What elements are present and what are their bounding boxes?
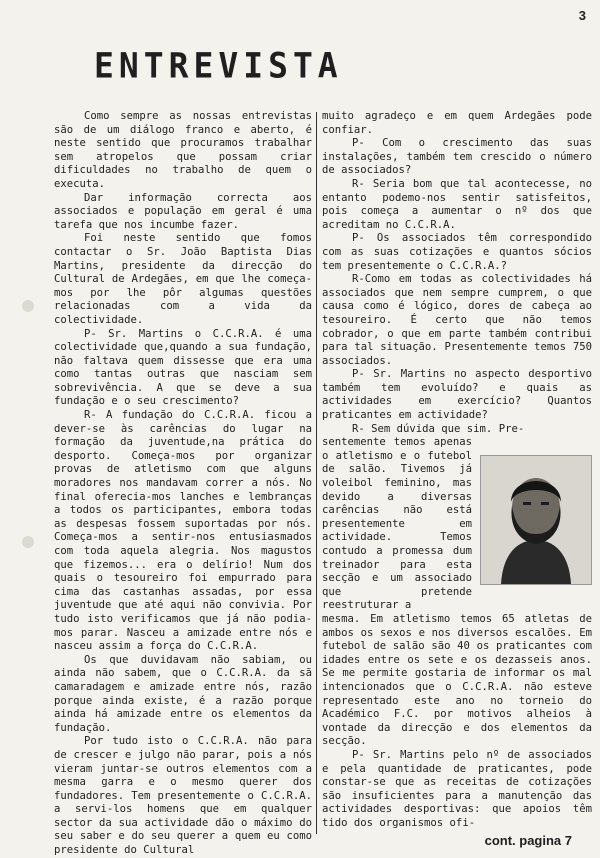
continuation-note: cont. pagina 7 (484, 833, 572, 848)
punch-hole-bottom (22, 536, 34, 548)
question-paragraph: P- Sr. Martins pelo nº de associados e pela quantidade de praticantes, pode constar-se que as receitas de cotizações são insuficientes para a manutenção das actividades desportivas: que apoios têm tido dos organismos ofi- (322, 748, 592, 829)
question-paragraph: P- Sr. Martins no aspecto desportivo também tem evoluído? e quais as actividades em exercício? Quantos praticantes em actividade? (322, 368, 592, 422)
article-title: ENTREVISTA (94, 45, 343, 86)
question-paragraph: P- Sr. Martins o C.C.R.A. é uma colectividade que,quando a sua fundação, não faltava quem dissesse que era uma como tantas outras que nasciam sem sobrevivência. A que se deve a sua fundação e o seu crescimento? (54, 327, 312, 408)
paragraph: Como sempre as nossas entrevistas são de um diálogo franco e aberto, é neste sentido que procuramos trabalhar sem atropelos que possam criar dificuldades no trabalho de quem o executa. (54, 110, 312, 190)
left-column (54, 110, 312, 858)
paragraph: Dar informação correcta aos associados e população em geral é uma tarefa que nos incumbe fazer. (54, 191, 312, 231)
paragraph: Por tudo isto o C.C.R.A. não para de crescer e julgo não parar, pois a nós vieram juntar-se outros elementos com a mesma garra e o mesmo querer dos fundadores. Tem presentemente o C.C.R.A. a servi-los homens que em qualquer sector da sua actividade dão o máximo do seu saber e do seu querer a quem eu como presidente do Cultural (54, 735, 312, 857)
question-paragraph: P- Os associados têm correspondido com as suas cotizações e quantos sócios tem presentemente o C.C.R.A.? (322, 232, 592, 272)
portrait-illustration (481, 456, 591, 584)
punch-hole-top (22, 300, 34, 312)
page-number: 3 (578, 8, 586, 23)
answer-paragraph: R- A fundação do C.C.R.A. ficou a dever-se às carências do lugar na formação da juventude,na prática do desporto. Começa-mos por organizar provas de atletismo com que alguns moradores nos mandavam correr a nós. No final oferecia-mos lanches e lembranças a todos os participantes, embora todas as despesas fossem suportadas por nós. Começa-mos a sentir-nos entusiasmados com toda aquela alegria. Nos magustos que fizemos... era o delírio! Num dos quais o tesoureiro foi empurrado para cima das castanhas assadas, por essa juventude que até aqui não convivia. Por tudo isto verificamos que já não podia-mos parar. Nasceu a amizade entre nós e nasceu assim a força do C.C.R.A. (54, 409, 312, 653)
answer-paragraph: R-Como em todas as colectividades há associados que nem sempre cumprem, o que causa como é lógico, dores de cabeça ao tesoureiro. É certo que não temos cobrador, o que em parte também contribui para tal situação. Presentemente temos 750 associados. (322, 273, 592, 367)
question-paragraph: P- Com o crescimento das suas instalações, também tem crescido o número de associados? (322, 137, 592, 177)
paragraph: sentemente temos apenas o atletismo e o futebol de salão. Tivemos já voleibol feminino, mas devido a diversas carências não está presentemente em actividade. Temos contudo a promessa dum treinador para esta secção e um associado que pretende reestruturar a (322, 436, 472, 612)
portrait-photo (480, 455, 592, 585)
paragraph: Foi neste sentido que fomos contactar o Sr. João Baptista Dias Martins, presidente da direcção do Cultural de Ardegães, em que lhe começa-mos por lhe pôr algumas questões relacionadas com a vida da colectividade. (54, 232, 312, 326)
paragraph: Os que duvidavam não sabiam, ou ainda não sabem, que o C.C.R.A. da sã camaradagem e amizade entre nós, razão porque ainda existe, é a razão porque ainda há amizade entre os elementos da fundação. (54, 653, 312, 734)
answer-paragraph: R- Seria bom que tal acontecesse, no entanto podemo-nos sentir satisfeitos, pois começa a aumentar o nº dos que acreditam no C.C.R.A. (322, 177, 592, 231)
paragraph: muito agradeço e em quem Ardegães pode confiar. (322, 110, 592, 136)
column-divider (316, 112, 317, 834)
answer-paragraph: R- Sem dúvida que sim. Pre- (352, 422, 525, 435)
paragraph: mesma. Em atletismo temos 65 atletas de ambos os sexos e nos diversos escalões. Em futebol de salão são 40 os praticantes com idades entre os sete e os dezasseis anos. Se me permite gostaria de informar os mal intencionados que o C.C.R.A. não esteve representado este ano no torneio do Académico F.C. por motivos alheios à vontade da direcção e dos elementos da secção. (322, 612, 592, 748)
